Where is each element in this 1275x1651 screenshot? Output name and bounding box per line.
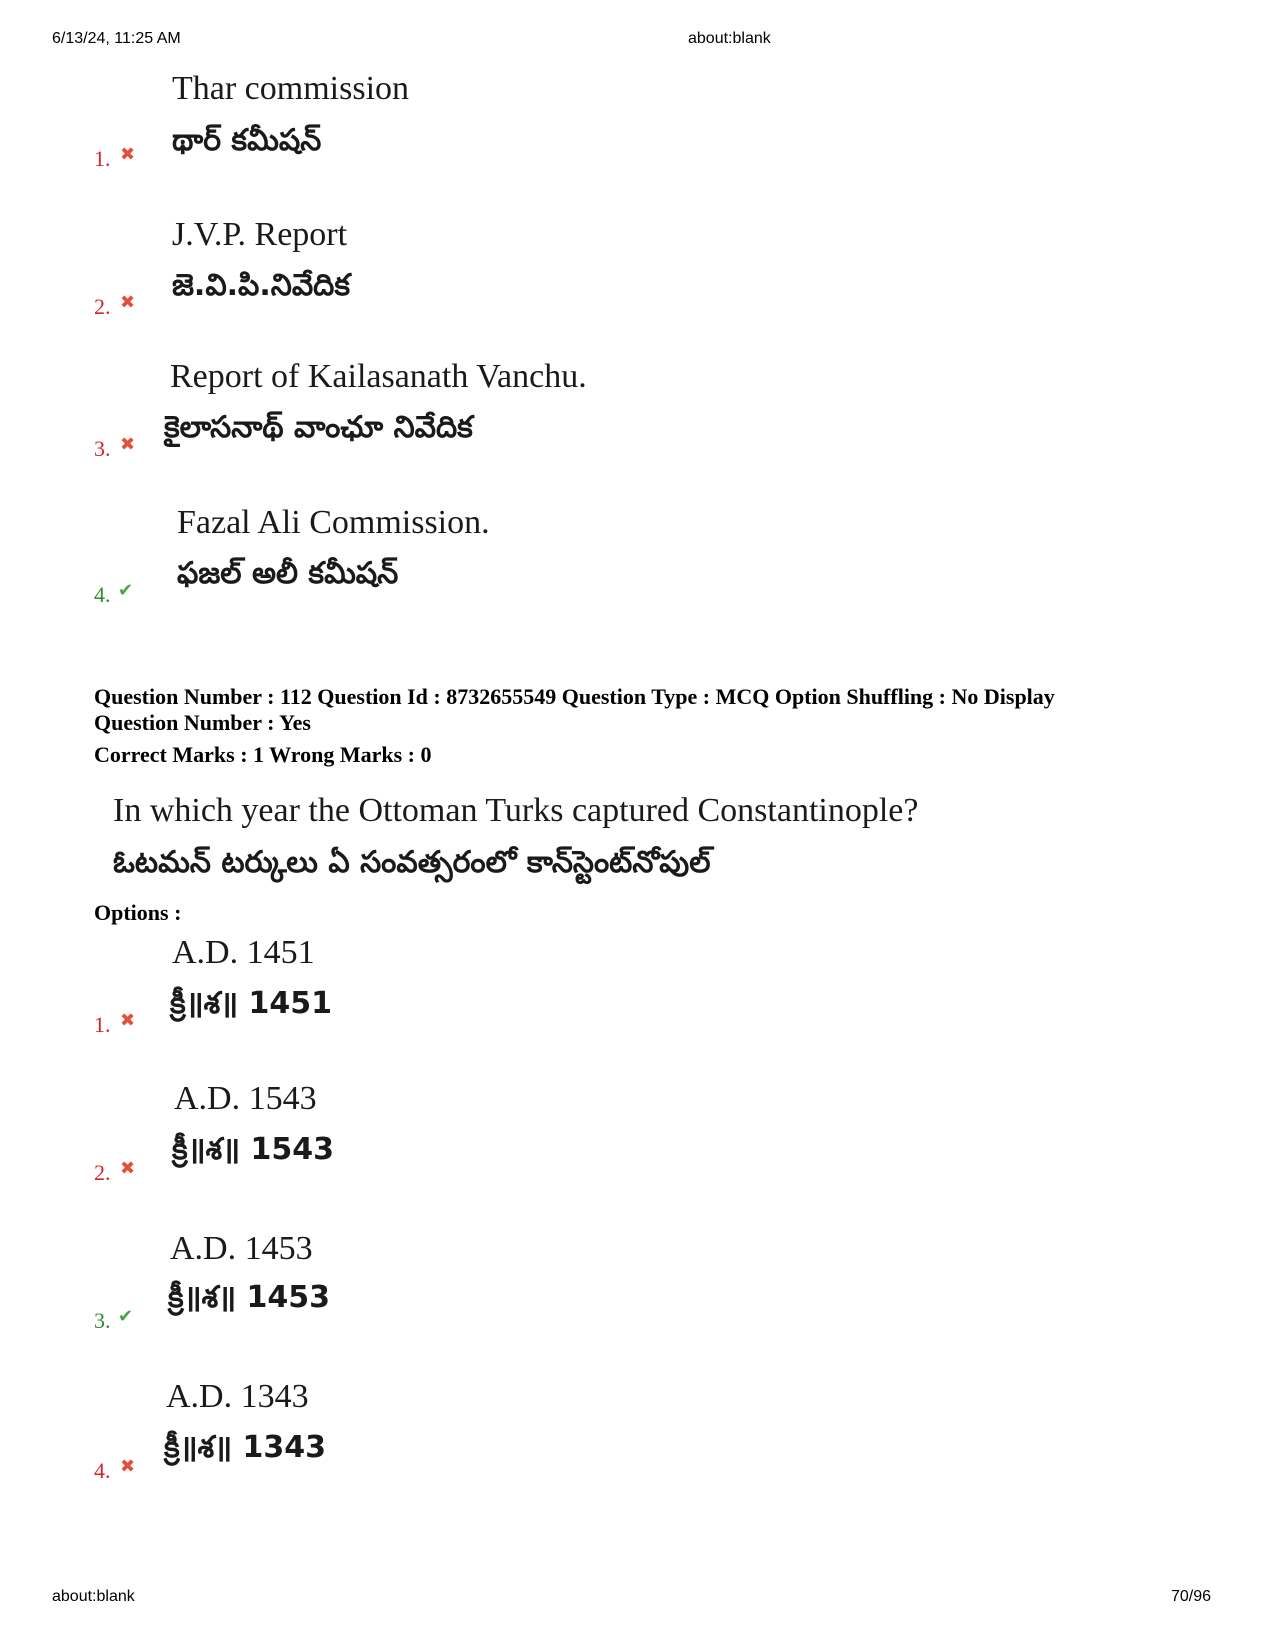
wrong-mark-icon: ✖ bbox=[120, 434, 136, 455]
option-telugu-text: కైలాసనాథ్ వాంఛూ నివేదిక bbox=[164, 410, 473, 445]
header-datetime: 6/13/24, 11:25 AM bbox=[52, 30, 181, 47]
option-item bbox=[0, 210, 1275, 340]
question-marks: Correct Marks : 1 Wrong Marks : 0 bbox=[94, 742, 432, 767]
options-label: Options : bbox=[94, 900, 182, 925]
option-english-text: Report of Kailasanath Vanchu. bbox=[170, 358, 587, 395]
option-number: 2. bbox=[94, 1160, 111, 1185]
wrong-mark-icon: ✖ bbox=[120, 292, 136, 313]
option-telugu-text: క్రీ॥శ॥ 1343 bbox=[164, 1430, 327, 1465]
question-meta-line2: Question Number : Yes bbox=[94, 710, 311, 735]
wrong-mark-icon: ✖ bbox=[120, 144, 136, 165]
option-english-text: A.D. 1451 bbox=[172, 934, 315, 971]
option-telugu-text: ఫజల్ అలీ కమీషన్ bbox=[177, 556, 399, 591]
option-telugu-text: క్రీ॥శ॥ 1543 bbox=[172, 1132, 335, 1167]
footer-page-number: 70/96 bbox=[1170, 1588, 1211, 1605]
option-item bbox=[0, 498, 1275, 628]
option-number: 4. bbox=[94, 582, 111, 607]
option-telugu-text: క్రీ॥శ॥ 1453 bbox=[168, 1280, 331, 1315]
option-item bbox=[0, 352, 1275, 482]
option-telugu-text: జె.వి.పి.నివేదిక bbox=[172, 268, 351, 303]
option-item bbox=[0, 60, 1275, 190]
option-number: 3. bbox=[94, 1308, 111, 1333]
check-mark-icon: ✔ bbox=[118, 580, 134, 601]
option-number: 3. bbox=[94, 436, 111, 461]
option-item bbox=[0, 1226, 1275, 1356]
option-english-text: A.D. 1543 bbox=[174, 1080, 317, 1117]
check-mark-icon: ✔ bbox=[118, 1306, 134, 1327]
header-url: about:blank bbox=[688, 30, 771, 47]
option-english-text: J.V.P. Report bbox=[172, 216, 348, 253]
option-number: 4. bbox=[94, 1458, 111, 1483]
option-english-text: Thar commission bbox=[172, 70, 410, 107]
option-telugu-text: థార్ కమీషన్ bbox=[172, 123, 322, 158]
option-telugu-text: క్రీ॥శ॥ 1451 bbox=[170, 986, 333, 1021]
wrong-mark-icon: ✖ bbox=[120, 1158, 136, 1179]
option-item bbox=[0, 1076, 1275, 1206]
option-number: 2. bbox=[94, 294, 111, 319]
option-number: 1. bbox=[94, 146, 111, 171]
wrong-mark-icon: ✖ bbox=[120, 1456, 136, 1477]
option-number: 1. bbox=[94, 1012, 111, 1037]
option-item bbox=[0, 1374, 1275, 1504]
option-english-text: Fazal Ali Commission. bbox=[177, 504, 490, 541]
footer-url: about:blank bbox=[52, 1588, 135, 1605]
question-text-english: In which year the Ottoman Turks captured Constantinople? bbox=[113, 792, 919, 829]
option-english-text: A.D. 1453 bbox=[170, 1230, 313, 1267]
option-item bbox=[0, 930, 1275, 1060]
wrong-mark-icon: ✖ bbox=[120, 1010, 136, 1031]
question-meta-line1: Question Number : 112 Question Id : 8732655549 Question Type : MCQ Option Shuffling : No Display bbox=[94, 684, 1055, 709]
question-text-telugu: ఓటమన్ టర్కులు ఏ సంవత్సరంలో కాన్‌స్టెంట్‌నోపుల్ bbox=[113, 845, 711, 880]
option-english-text: A.D. 1343 bbox=[166, 1378, 309, 1415]
